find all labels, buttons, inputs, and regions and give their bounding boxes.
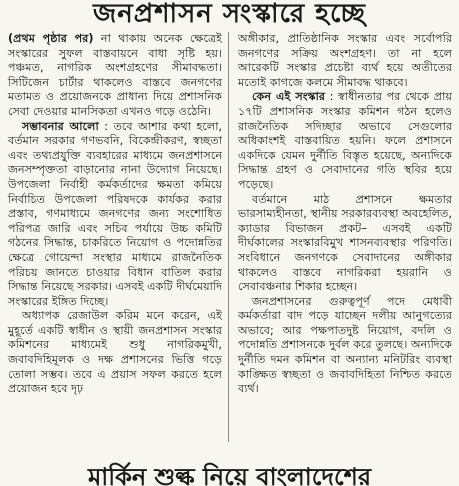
right-paragraph-3: বর্তমানে মাঠ প্রশাসনে ক্ষমতার ভারসাম্যহীনতা, স্থানীয় সরকারব্যবস্থা অবহেলিত, ক্যাডার বিভাজন প্রকট– এসবই একটি দীর্ঘকালের সংস্কারবিমুখ শাসনব্যবস্থার পরিণতি। সংবিধানে জনগণকে সেবাদানের অঙ্গীকার থাকলেও বাস্তবে নাগরিকরা হয়রানি ও সেবাবঞ্চনার শিকার হচ্ছেন। bbox=[238, 192, 452, 294]
left-paragraph-2-text: : তবে আশার কথা হলো, বর্তমান সরকার গণভবনি, বিকেন্দ্রীকরণ, স্বচ্ছতা এবং তথ্যপ্রযুক্তি ব্যবহারের মাধ্যমে জনপ্রশাসনে জনসম্পৃক্ততা বাড়ানোর নানা উদ্যোগ নিয়েছে। উপজেলা নির্বাহী কর্মকর্তাদের ক্ষমতা কমিয়ে নির্বাচিত উপজেলা পরিষদকে কার্যকর করার প্রস্তাব, গণমাধ্যমে জনগণের জন্য সংশোধিত পরিপত্র জারি এবং সচিব পর্যায়ে উচ্চ কমিটি গঠনের সিদ্ধান্ত, চাকরিতে নিয়োগ ও পদোন্নতির ক্ষেত্রে গোয়েন্দা সংস্থার মাধ্যমে রাজনৈতিক পরিচয় জানতে চাওয়ার বিধান বাতিল করার সিদ্ধান্ত নিয়েছে সরকার। এসবই একটি দীর্ঘমেয়াদি সংস্কারের ইঙ্গিত দিচ্ছে। bbox=[8, 119, 222, 308]
article-headline: জনপ্রশাসন সংস্কারে হচ্ছে bbox=[92, 0, 366, 28]
right-paragraph-2-text: : স্বাধীনতার পর থেকে প্রায় ১৭টি প্রশাসনিক সংস্কার কমিশন গঠন হলেও রাজনৈতিক সদিচ্ছার অভাবে সেগুলোর অধিকাংশই বাস্তবায়িত হয়নি। ফলে প্রশাসনে একদিকে যেমন দুর্নীতি বিস্তৃত হয়েছে, অন্যদিকে সিদ্ধান্ত গ্রহণ ও সেবাদানের গতি স্থবির হয়ে পড়েছে। bbox=[238, 90, 452, 191]
next-article-headline: মার্কিন শুল্ক নিয়ে বাংলাদেশের bbox=[87, 463, 372, 486]
left-column bbox=[8, 32, 222, 397]
right-paragraph-4: জনপ্রশাসনের গুরুত্বপূর্ণ পদে মেধাবী কর্মকর্তারা বাদ পড়ে যাচ্ছেন দলীয় আনুগত্যের অভাবে; আর পক্ষপাতদুষ্ট নিয়োগ, বদলি ও পদোন্নতি প্রশাসনকে দুর্বল করে তুলছে। অন্যদিকে দুর্নীতি দমন কমিশন বা অন্যান্য মনিটরিং ব্যবস্থা কাঙ্ক্ষিত স্বচ্ছতা ও জবাবদিহিতা নিশ্চিত করতে ব্যর্থ। bbox=[238, 294, 452, 396]
left-paragraph-3: অধ্যাপক রেজাউল করিম মনে করেন, এই মুহূর্তে একটি স্বাধীন ও স্থায়ী জনপ্রশাসন সংস্কার কমিশনের মাধ্যমেই শুধু নাগরিকমুখী, জবাবদিহিমূলক ও দক্ষ প্রশাসনের ভিত্তি গড়ে তোলা সম্ভব। তবে এ প্রয়াস সফল করতে হলে প্রয়োজন হবে দৃঢ় bbox=[8, 309, 222, 396]
subhead-prospects: সম্ভাবনার আলো bbox=[22, 119, 99, 133]
subhead-why-reform: কেন এই সংস্কার bbox=[252, 90, 325, 104]
column-divider bbox=[228, 32, 229, 442]
continuation-label: (প্রথম পৃষ্ঠার পর) bbox=[8, 32, 94, 45]
right-column bbox=[238, 32, 452, 397]
left-paragraph-2 bbox=[8, 120, 222, 310]
right-paragraph-2 bbox=[238, 90, 452, 192]
left-paragraph-1 bbox=[8, 32, 222, 120]
left-paragraph-1-text: না থাকায় অনেক ক্ষেত্রেই সংস্কারের সুফল বাস্তবায়নে বাধা সৃষ্টি হয়। পঞ্চমত, নাগরিক অংশগ্রহণের সীমাবদ্ধতা। সিটিজেন চার্টার থাকলেও বাস্তবে জনগণের মতামত ও প্রয়োজনকে প্রাধান্য দিয়ে প্রশাসনিক সেবা দেওয়ার মানসিকতা এখনও গড়ে ওঠেনি। bbox=[8, 32, 222, 118]
right-paragraph-1: অঙ্গীকার, প্রাতিষ্ঠানিক সংস্কার এবং সর্বোপরি জনগণের সক্রিয় অংশগ্রহণ। তা না হলে আরেকটি সংস্কার প্রচেষ্টা ব্যর্থ হয়ে অতীতের মতোই কাগজে কলমে সীমাবদ্ধ থাকবে। bbox=[238, 32, 452, 89]
